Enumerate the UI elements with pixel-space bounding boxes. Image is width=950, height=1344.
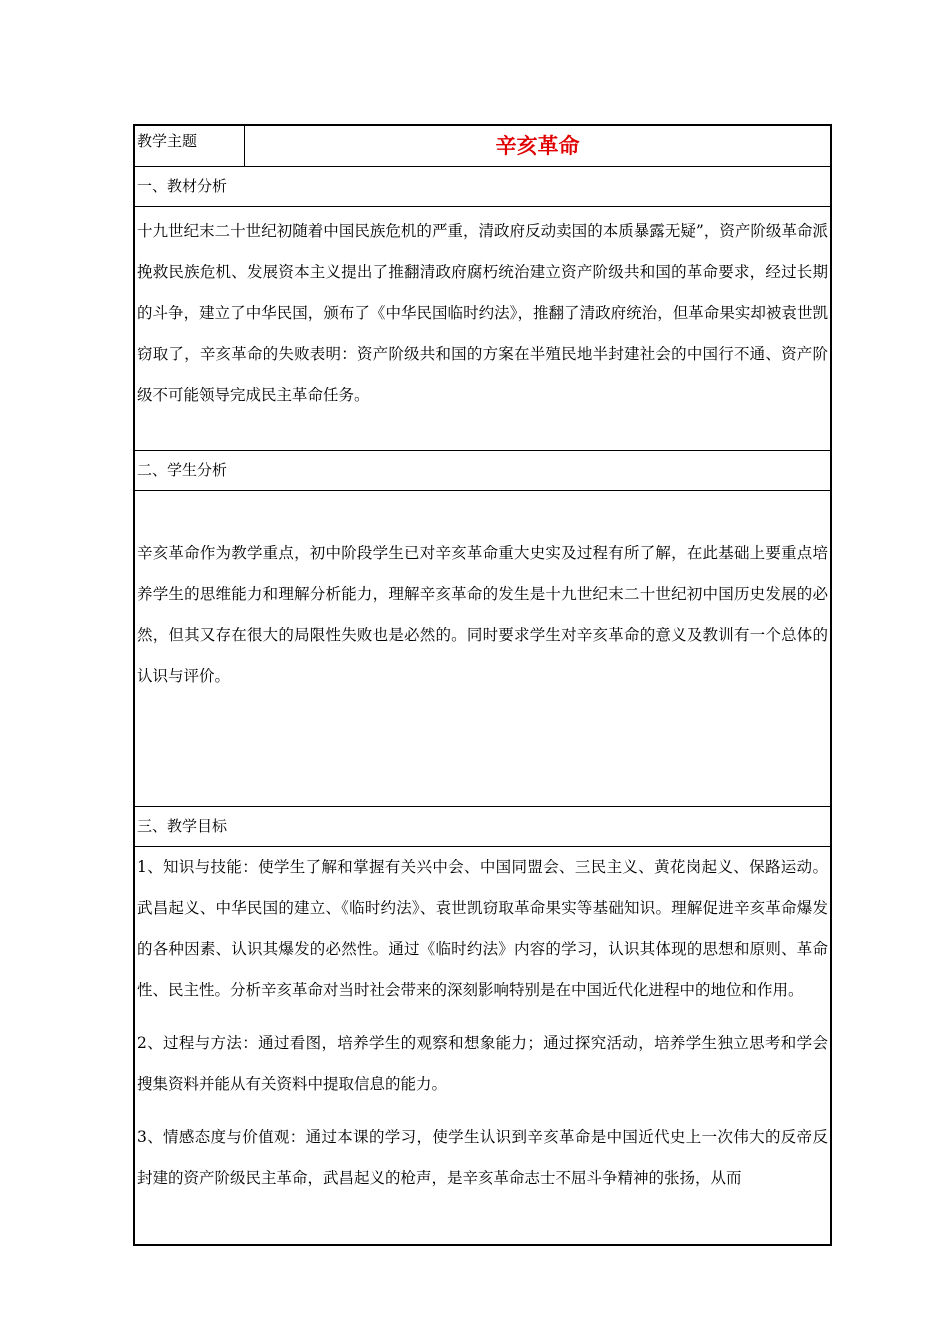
goal-knowledge: 1、知识与技能：使学生了解和掌握有关兴中会、中国同盟会、三民主义、黄花岗起义、保路运动。武昌起义、中华民国的建立、《临时约法》、袁世凯窃取革命果实等基础知识。理解促进辛亥革命爆发的各种因素、认识其爆发的必然性。通过《临时约法》内容的学习，认识其体现的思想和原则、革命性、民主性。分析辛亥革命对当时社会带来的深刻影响特别是在中国近代化进程中的地位和作用。	[137, 858, 828, 999]
section-heading-textbook: 一、教材分析	[135, 166, 830, 206]
section-body-textbook	[135, 206, 830, 450]
topic-row	[135, 126, 830, 166]
section-body-goals	[135, 846, 830, 1244]
goal-process: 2、过程与方法：通过看图，培养学生的观察和想象能力；通过探究活动，培养学生独立思考和学会搜集资料并能从有关资料中提取信息的能力。	[137, 1034, 828, 1093]
goal-values: 3、情感态度与价值观：通过本课的学习，使学生认识到辛亥革命是中国近代史上一次伟大的反帝反封建的资产阶级民主革命，武昌起义的枪声，是辛亥革命志士不屈斗争精神的张扬，从而	[137, 1128, 828, 1187]
section-heading-goals: 三、教学目标	[135, 806, 830, 846]
section-body-students	[135, 490, 830, 806]
lesson-plan-table	[133, 124, 832, 1246]
student-analysis-paragraph: 辛亥革命作为教学重点，初中阶段学生已对辛亥革命重大史实及过程有所了解，在此基础上要重点培养学生的思维能力和理解分析能力，理解辛亥革命的发生是十九世纪末二十世纪初中国历史发展的必然，但其又存在很大的局限性失败也是必然的。同时要求学生对辛亥革命的意义及教训有一个总体的认识与评价。	[137, 544, 828, 685]
topic-label: 教学主题	[135, 126, 245, 166]
section-heading-students: 二、学生分析	[135, 450, 830, 490]
topic-title: 辛亥革命	[495, 134, 580, 158]
textbook-analysis-paragraph: 十九世纪末二十世纪初随着中国民族危机的严重，清政府反动卖国的本质暴露无疑”，资产阶级革命派挽救民族危机、发展资本主义提出了推翻清政府腐朽统治建立资产阶级共和国的革命要求，经过长期的斗争，建立了中华民国，颁布了《中华民国临时约法》，推翻了清政府统治，但革命果实却被袁世凯窃取了，辛亥革命的失败表明：资产阶级共和国的方案在半殖民地半封建社会的中国行不通、资产阶级不可能领导完成民主革命任务。	[137, 222, 828, 404]
